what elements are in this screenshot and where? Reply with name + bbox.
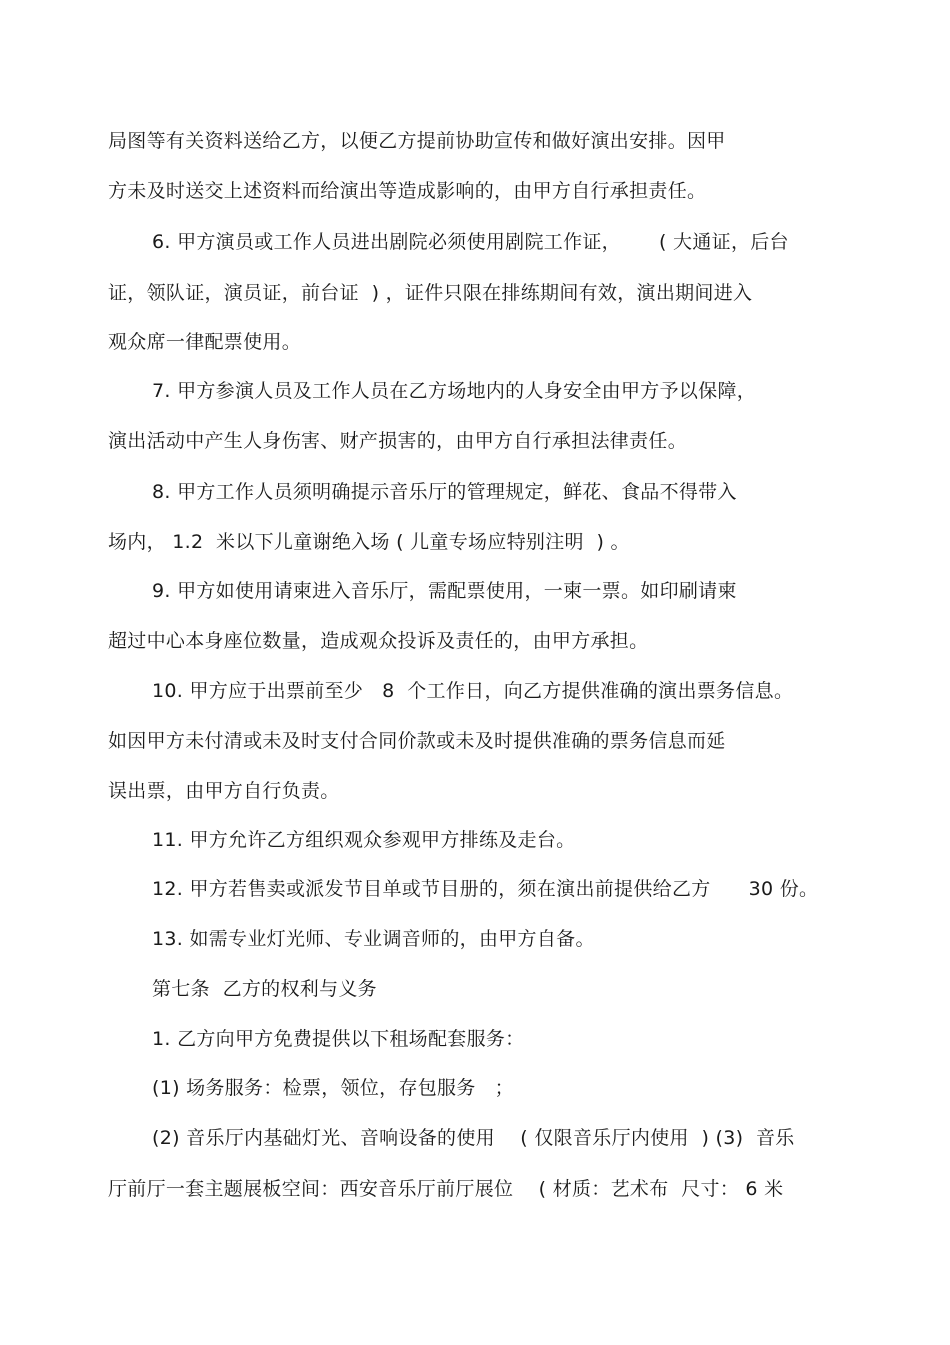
- text-line: 场内， 1.2 米以下儿童谢绝入场 ( 儿童专场应特别注明 ) 。: [108, 531, 630, 553]
- text-line: 证，领队证，演员证，前台证 ) ，证件只限在排练期间有效，演出期间进入: [108, 282, 753, 304]
- text-line: 超过中心本身座位数量，造成观众投诉及责任的，由甲方承担。: [108, 630, 649, 652]
- text-line: 8. 甲方工作人员须明确提示音乐厅的管理规定，鲜花、食品不得带入: [152, 481, 737, 503]
- text-line: 12. 甲方若售卖或派发节目单或节目册的，须在演出前提供给乙方 30 份。: [152, 878, 819, 900]
- text-line: 误出票，由甲方自行负责。: [108, 780, 340, 802]
- text-line: 厅前厅一套主题展板空间：西安音乐厅前厅展位 ( 材质：艺术布 尺寸： 6 米: [108, 1178, 784, 1200]
- text-line: 演出活动中产生人身伤害、财产损害的，由甲方自行承担法律责任。: [108, 430, 688, 452]
- text-line: 7. 甲方参演人员及工作人员在乙方场地内的人身安全由甲方予以保障，: [152, 380, 757, 402]
- text-line: 局图等有关资料送给乙方，以便乙方提前协助宣传和做好演出安排。因甲: [108, 130, 726, 152]
- text-line: 13. 如需专业灯光师、专业调音师的，由甲方自备。: [152, 928, 595, 950]
- text-line: 6. 甲方演员或工作人员进出剧院必须使用剧院工作证， ( 大通证，后台: [152, 231, 789, 253]
- text-line: (1) 场务服务：检票，领位，存包服务 ；: [152, 1077, 514, 1099]
- text-line: 10. 甲方应于出票前至少 8 个工作日，向乙方提供准确的演出票务信息。: [152, 680, 794, 702]
- text-line: (2) 音乐厅内基础灯光、音响设备的使用 ( 仅限音乐厅内使用 ) (3) 音乐: [152, 1127, 795, 1149]
- text-line: 方未及时送交上述资料而给演出等造成影响的，由甲方自行承担责任。: [108, 180, 707, 202]
- text-line: 如因甲方未付清或未及时支付合同价款或未及时提供准确的票务信息而延: [108, 730, 726, 752]
- text-line: 9. 甲方如使用请柬进入音乐厅，需配票使用，一柬一票。如印刷请柬: [152, 580, 737, 602]
- text-line: 11. 甲方允许乙方组织观众参观甲方排练及走台。: [152, 829, 576, 851]
- text-line: 观众席一律配票使用。: [108, 331, 302, 353]
- section-heading: 第七条 乙方的权利与义务: [152, 978, 377, 1000]
- text-line: 1. 乙方向甲方免费提供以下租场配套服务：: [152, 1028, 525, 1050]
